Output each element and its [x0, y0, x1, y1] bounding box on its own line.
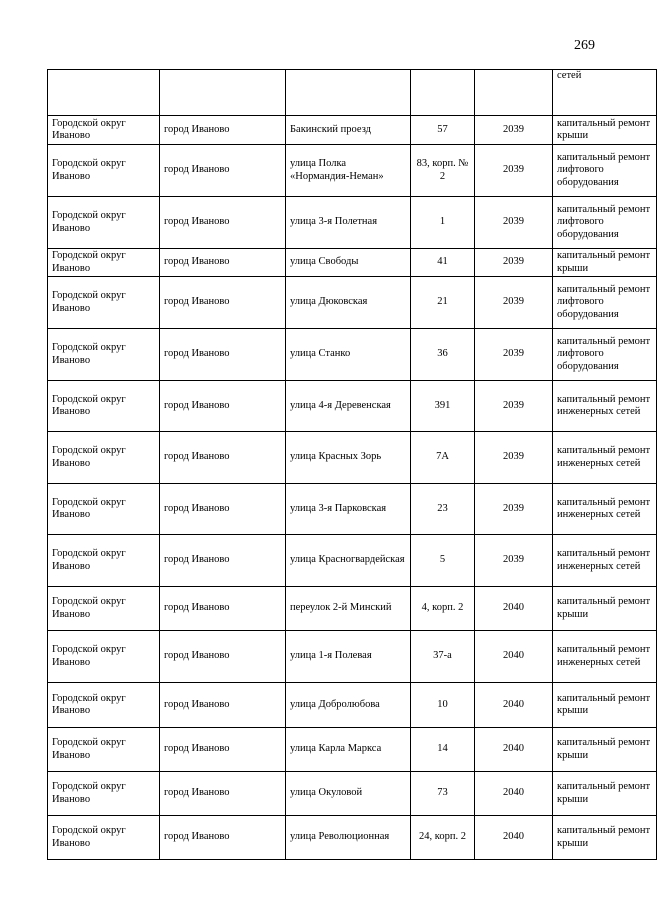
cell-okrug: Городской округ Иваново	[48, 535, 160, 587]
cell-okrug: Городской округ Иваново	[48, 145, 160, 197]
table-row	[48, 535, 657, 587]
table-row	[48, 484, 657, 535]
cell-okrug: Городской округ Иваново	[48, 772, 160, 816]
cell-work: капитальный ремонт инженерных сетей	[553, 631, 657, 683]
cell-year: 2039	[475, 145, 553, 197]
cell-street	[286, 70, 411, 116]
table-row	[48, 381, 657, 432]
cell-city: город Иваново	[160, 728, 286, 772]
cell-house	[411, 70, 475, 116]
cell-street: улица Дюковская	[286, 277, 411, 329]
table-row	[48, 728, 657, 772]
page-number: 269	[574, 38, 595, 53]
cell-house: 57	[411, 116, 475, 145]
table-row	[48, 587, 657, 631]
cell-street: улица Карла Маркса	[286, 728, 411, 772]
table-row-continued	[48, 70, 657, 116]
cell-city: город Иваново	[160, 816, 286, 860]
cell-work: капитальный ремонт крыши	[553, 683, 657, 728]
table-row	[48, 197, 657, 249]
cell-street: улица 4-я Деревенская	[286, 381, 411, 432]
table-row	[48, 631, 657, 683]
cell-year: 2040	[475, 631, 553, 683]
cell-year: 2039	[475, 432, 553, 484]
cell-okrug: Городской округ Иваново	[48, 249, 160, 277]
cell-house: 391	[411, 381, 475, 432]
cell-work: капитальный ремонт крыши	[553, 587, 657, 631]
cell-okrug: Городской округ Иваново	[48, 432, 160, 484]
cell-house: 10	[411, 683, 475, 728]
cell-street: Бакинский проезд	[286, 116, 411, 145]
cell-work: капитальный ремонт инженерных сетей	[553, 535, 657, 587]
cell-city: город Иваново	[160, 381, 286, 432]
cell-year: 2039	[475, 249, 553, 277]
cell-street: улица Красногвардейская	[286, 535, 411, 587]
cell-year: 2039	[475, 197, 553, 249]
cell-year: 2040	[475, 772, 553, 816]
table-row	[48, 816, 657, 860]
cell-city: город Иваново	[160, 683, 286, 728]
cell-city: город Иваново	[160, 145, 286, 197]
cell-okrug: Городской округ Иваново	[48, 631, 160, 683]
cell-work: сетей	[553, 70, 657, 116]
cell-work: капитальный ремонт крыши	[553, 816, 657, 860]
table-row	[48, 116, 657, 145]
cell-year: 2039	[475, 484, 553, 535]
repair-schedule-table	[47, 69, 657, 860]
cell-year	[475, 70, 553, 116]
cell-city: город Иваново	[160, 772, 286, 816]
cell-okrug: Городской округ Иваново	[48, 484, 160, 535]
cell-work: капитальный ремонт лифтового оборудования	[553, 329, 657, 381]
cell-okrug: Городской округ Иваново	[48, 381, 160, 432]
cell-city: город Иваново	[160, 197, 286, 249]
cell-year: 2039	[475, 277, 553, 329]
cell-okrug: Городской округ Иваново	[48, 816, 160, 860]
table-row	[48, 329, 657, 381]
cell-work: капитальный ремонт лифтового оборудования	[553, 145, 657, 197]
cell-city: город Иваново	[160, 631, 286, 683]
cell-street: улица Революционная	[286, 816, 411, 860]
cell-city: город Иваново	[160, 329, 286, 381]
cell-house: 23	[411, 484, 475, 535]
cell-street: улица Красных Зорь	[286, 432, 411, 484]
cell-work: капитальный ремонт инженерных сетей	[553, 381, 657, 432]
cell-house: 24, корп. 2	[411, 816, 475, 860]
cell-street: переулок 2-й Минский	[286, 587, 411, 631]
cell-city: город Иваново	[160, 432, 286, 484]
cell-city: город Иваново	[160, 535, 286, 587]
table-row	[48, 249, 657, 277]
cell-street: улица 3-я Парковская	[286, 484, 411, 535]
cell-okrug: Городской округ Иваново	[48, 116, 160, 145]
cell-house: 83, корп. № 2	[411, 145, 475, 197]
table-row	[48, 772, 657, 816]
cell-okrug: Городской округ Иваново	[48, 197, 160, 249]
cell-city: город Иваново	[160, 249, 286, 277]
cell-street: улица 1-я Полевая	[286, 631, 411, 683]
cell-house: 4, корп. 2	[411, 587, 475, 631]
cell-okrug: Городской округ Иваново	[48, 277, 160, 329]
cell-street: улица Добролюбова	[286, 683, 411, 728]
cell-okrug: Городской округ Иваново	[48, 587, 160, 631]
cell-work: капитальный ремонт инженерных сетей	[553, 432, 657, 484]
cell-house: 73	[411, 772, 475, 816]
cell-city: город Иваново	[160, 277, 286, 329]
cell-year: 2039	[475, 116, 553, 145]
cell-year: 2039	[475, 381, 553, 432]
cell-year: 2040	[475, 816, 553, 860]
cell-street: улица Полка «Нормандия-Неман»	[286, 145, 411, 197]
cell-street: улица 3-я Полетная	[286, 197, 411, 249]
cell-okrug: Городской округ Иваново	[48, 329, 160, 381]
cell-street: улица Станко	[286, 329, 411, 381]
cell-city	[160, 70, 286, 116]
cell-house: 5	[411, 535, 475, 587]
cell-house: 41	[411, 249, 475, 277]
cell-house: 14	[411, 728, 475, 772]
cell-work: капитальный ремонт лифтового оборудования	[553, 197, 657, 249]
cell-city: город Иваново	[160, 484, 286, 535]
table-row	[48, 277, 657, 329]
cell-house: 7А	[411, 432, 475, 484]
cell-year: 2039	[475, 329, 553, 381]
cell-work: капитальный ремонт крыши	[553, 772, 657, 816]
cell-year: 2040	[475, 587, 553, 631]
cell-okrug	[48, 70, 160, 116]
cell-work: капитальный ремонт инженерных сетей	[553, 484, 657, 535]
cell-house: 21	[411, 277, 475, 329]
table-row	[48, 683, 657, 728]
cell-house: 1	[411, 197, 475, 249]
cell-street: улица Свободы	[286, 249, 411, 277]
cell-city: город Иваново	[160, 587, 286, 631]
cell-year: 2040	[475, 683, 553, 728]
cell-okrug: Городской округ Иваново	[48, 683, 160, 728]
table-row	[48, 145, 657, 197]
cell-year: 2040	[475, 728, 553, 772]
cell-city: город Иваново	[160, 116, 286, 145]
cell-okrug: Городской округ Иваново	[48, 728, 160, 772]
cell-year: 2039	[475, 535, 553, 587]
cell-work: капитальный ремонт крыши	[553, 728, 657, 772]
table-row	[48, 432, 657, 484]
cell-work: капитальный ремонт лифтового оборудования	[553, 277, 657, 329]
cell-work: капитальный ремонт крыши	[553, 116, 657, 145]
cell-house: 36	[411, 329, 475, 381]
cell-work: капитальный ремонт крыши	[553, 249, 657, 277]
cell-street: улица Окуловой	[286, 772, 411, 816]
cell-house: 37-а	[411, 631, 475, 683]
